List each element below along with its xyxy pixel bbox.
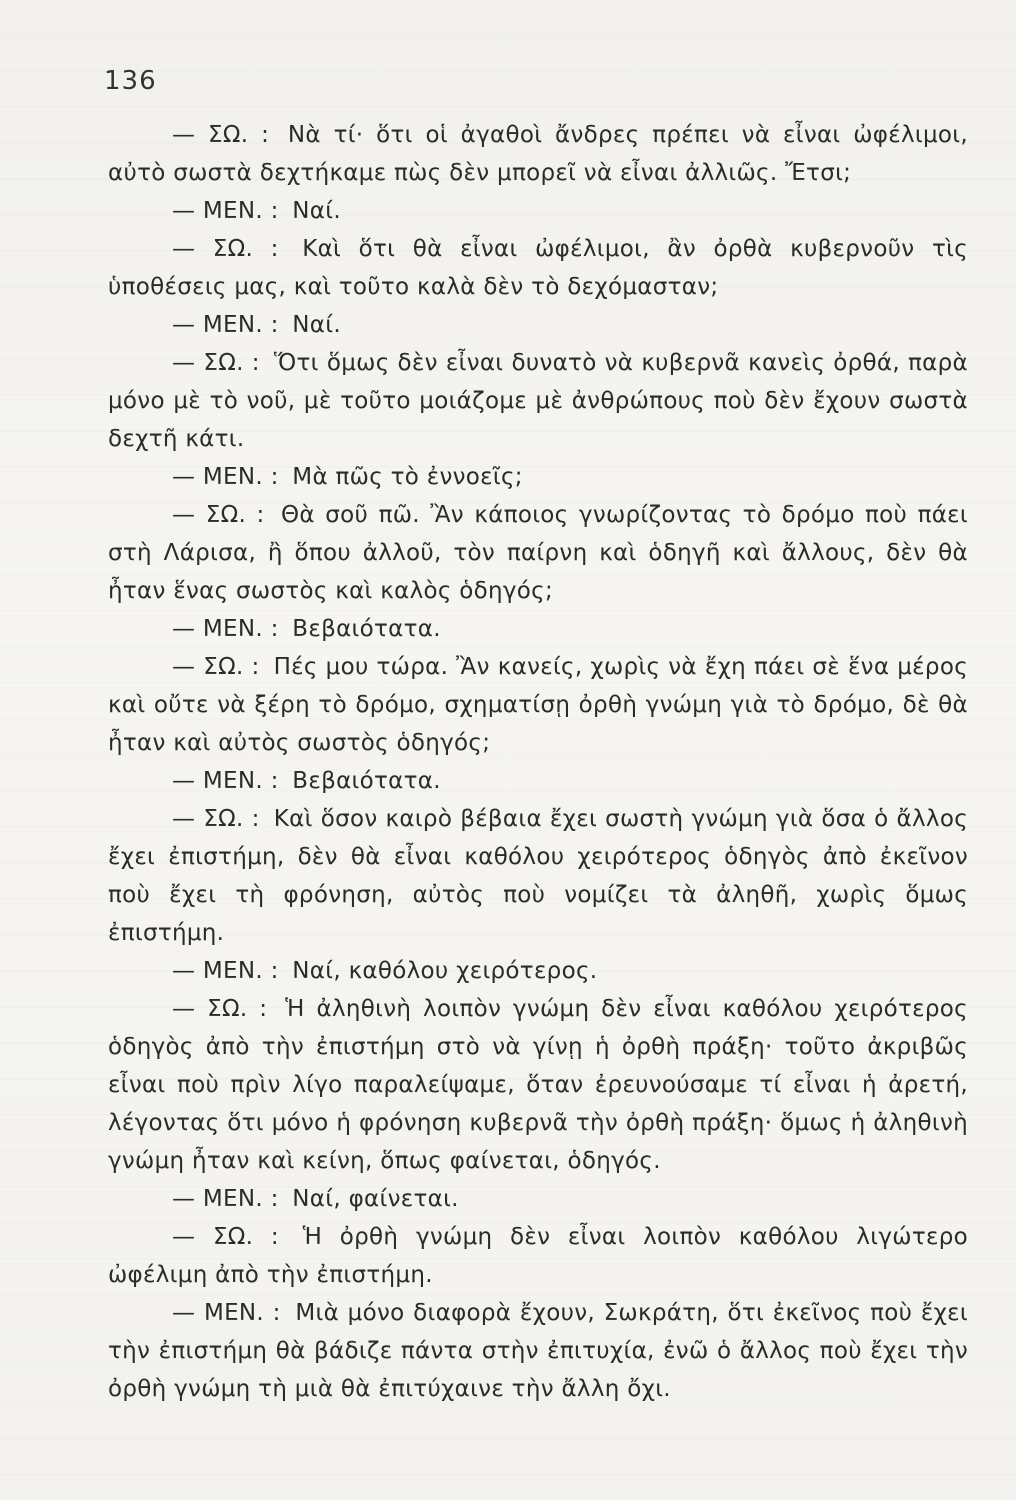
speaker-label: — ΜΕΝ. : bbox=[172, 1300, 281, 1326]
dialogue-line bbox=[108, 306, 968, 344]
dialogue-line bbox=[108, 1180, 968, 1218]
line-text: Θὰ σοῦ πῶ. Ἂν κάποιος γνωρίζοντας τὸ δρόμο ποὺ πάει στὴ Λάρισα, ἢ ὅπου ἀλλοῦ, τὸν παίρνη καὶ ὁδηγῆ καὶ ἄλλους, δὲν θὰ ἦταν ἕνας σωστὸς καὶ καλὸς ὁδηγός; bbox=[108, 502, 968, 604]
line-text: Ναί. bbox=[292, 312, 341, 338]
speaker-label: — ΣΩ. : bbox=[172, 1224, 279, 1250]
line-text: Ἡ ὀρθὴ γνώμη δὲν εἶναι λοιπὸν καθόλου λιγώτερο ὠφέλιμη ἀπὸ τὴν ἐπιστήμη. bbox=[108, 1224, 968, 1288]
line-text: Μὰ πῶς τὸ ἐννοεῖς; bbox=[292, 464, 523, 490]
line-text: Μιὰ μόνο διαφορὰ ἔχουν, Σωκράτη, ὅτι ἐκεῖνος ποὺ ἔχει τὴν ἐπιστήμη θὰ βάδιζε πάντα στὴν ἐπιτυχία, ἐνῶ ὁ ἄλλος ποὺ ἔχει τὴν ὀρθὴ γνώμη τὴ μιὰ θὰ ἐπιτύχαινε τὴν ἄλλη ὄχι. bbox=[108, 1300, 968, 1402]
speaker-label: — ΣΩ. : bbox=[172, 236, 279, 262]
speaker-label: — ΣΩ. : bbox=[172, 350, 260, 376]
speaker-label: — ΣΩ. : bbox=[172, 502, 265, 528]
line-text: Πές μου τώρα. Ἂν κανείς, χωρὶς νὰ ἔχη πάει σὲ ἕνα μέρος καὶ οὔτε νὰ ξέρη τὸ δρόμο, σχηματίσῃ ὀρθὴ γνώμη γιὰ τὸ δρόμο, δὲ θὰ ἦταν καὶ αὐτὸς σωστὸς ὁδηγός; bbox=[108, 654, 968, 756]
speaker-label: — ΣΩ. : bbox=[172, 996, 268, 1022]
dialogue-text bbox=[108, 116, 968, 1408]
dialogue-line bbox=[108, 192, 968, 230]
dialogue-line bbox=[108, 1294, 968, 1408]
line-text: Ἡ ἀληθινὴ λοιπὸν γνώμη δὲν εἶναι καθόλου χειρότερος ὁδηγὸς ἀπὸ τὴν ἐπιστήμη στὸ νὰ γίνῃ ἡ ὀρθὴ πράξη· τοῦτο ἀκριβῶς εἶναι ποὺ πρὶν λίγο παραλείψαμε, ὅταν ἐρευνούσαμε τί εἶναι ἡ ἀρετή, λέγοντας ὅτι μόνο ἡ φρόνηση κυβερνᾶ τὴν ὀρθὴ πράξη· ὅμως ἡ ἀληθινὴ γνώμη ἦταν καὶ κείνη, ὅπως φαίνεται, ὁδηγός. bbox=[108, 996, 968, 1174]
line-text: Ναί, καθόλου χειρότερος. bbox=[292, 958, 598, 984]
dialogue-line bbox=[108, 800, 968, 952]
line-text: Καὶ ὅσον καιρὸ βέβαια ἔχει σωστὴ γνώμη γιὰ ὅσα ὁ ἄλλος ἔχει ἐπιστήμη, δὲν θὰ εἶναι καθόλου χειρότερος ὁδηγὸς ἀπὸ ἐκεῖνον ποὺ ἔχει τὴ φρόνηση, αὐτὸς ποὺ νομίζει τὰ ἀληθῆ, χωρὶς ὅμως ἐπιστήμη. bbox=[108, 806, 968, 946]
dialogue-line bbox=[108, 762, 968, 800]
speaker-label: — ΣΩ. : bbox=[172, 654, 260, 680]
line-text: Βεβαιότατα. bbox=[292, 616, 441, 642]
line-text: Νὰ τί· ὅτι οἱ ἀγαθοὶ ἄνδρες πρέπει νὰ εἶναι ὠφέλιμοι, αὐτὸ σωστὰ δεχτήκαμε πὼς δὲν μπορεῖ νὰ εἶναι ἀλλιῶς. Ἔτσι; bbox=[108, 122, 968, 186]
dialogue-line bbox=[108, 610, 968, 648]
speaker-label: — ΣΩ. : bbox=[172, 806, 260, 832]
line-text: Ναί, φαίνεται. bbox=[292, 1186, 459, 1212]
dialogue-line bbox=[108, 458, 968, 496]
speaker-label: — ΣΩ. : bbox=[172, 122, 270, 148]
speaker-label: — ΜΕΝ. : bbox=[172, 1186, 279, 1212]
dialogue-line bbox=[108, 952, 968, 990]
speaker-label: — ΜΕΝ. : bbox=[172, 616, 279, 642]
page-number: 136 bbox=[104, 66, 157, 96]
dialogue-line bbox=[108, 990, 968, 1180]
dialogue-line bbox=[108, 496, 968, 610]
speaker-label: — ΜΕΝ. : bbox=[172, 312, 279, 338]
line-text: Ὅτι ὅμως δὲν εἶναι δυνατὸ νὰ κυβερνᾶ κανεὶς ὀρθά, παρὰ μόνο μὲ τὸ νοῦ, μὲ τοῦτο μοιάζομε μὲ ἀνθρώπους ποὺ δὲν ἔχουν σωστὰ δεχτῆ κάτι. bbox=[108, 350, 968, 452]
line-text: Ναί. bbox=[292, 198, 341, 224]
dialogue-line bbox=[108, 344, 968, 458]
dialogue-line bbox=[108, 648, 968, 762]
dialogue-line bbox=[108, 230, 968, 306]
line-text: Καὶ ὅτι θὰ εἶναι ὠφέλιμοι, ἂν ὀρθὰ κυβερνοῦν τὶς ὑποθέσεις μας, καὶ τοῦτο καλὰ δὲν τὸ δεχόμασταν; bbox=[108, 236, 968, 300]
speaker-label: — ΜΕΝ. : bbox=[172, 768, 279, 794]
dialogue-line bbox=[108, 1218, 968, 1294]
speaker-label: — ΜΕΝ. : bbox=[172, 464, 279, 490]
speaker-label: — ΜΕΝ. : bbox=[172, 958, 279, 984]
dialogue-line bbox=[108, 116, 968, 192]
line-text: Βεβαιότατα. bbox=[292, 768, 441, 794]
speaker-label: — ΜΕΝ. : bbox=[172, 198, 279, 224]
